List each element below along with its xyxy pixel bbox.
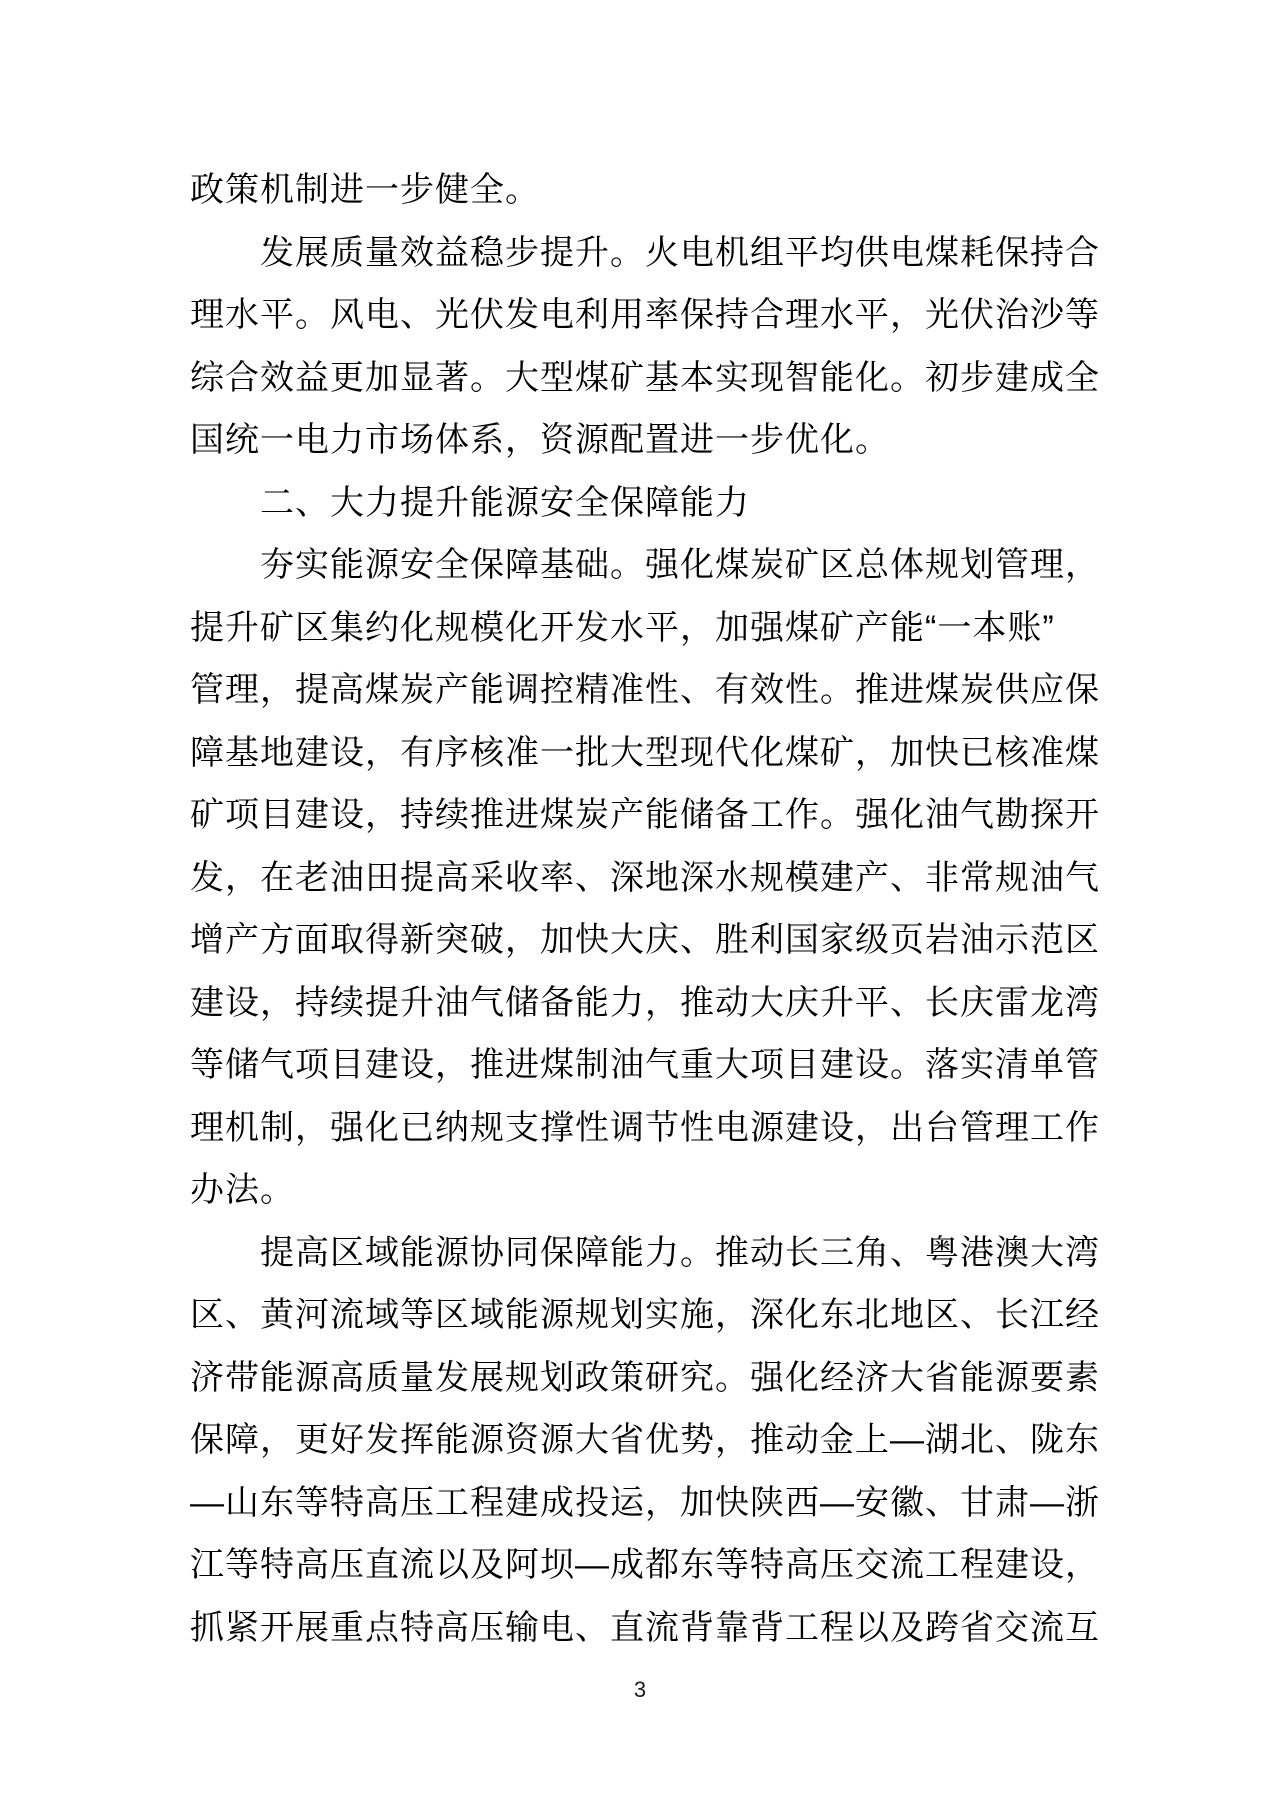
section-heading: 二、大力提升能源安全保障能力	[260, 483, 750, 522]
text-line: 济带能源高质量发展规划政策研究。强化经济大省能源要素	[190, 1358, 1100, 1397]
text-line: 综合效益更加显著。大型煤矿基本实现智能化。初步建成全	[190, 358, 1100, 397]
text-line: 区、黄河流域等区域能源规划实施，深化东北地区、长江经	[190, 1296, 1100, 1334]
text-line: 等储气项目建设，推进煤制油气重大项目建设。落实清单管	[190, 1046, 1100, 1084]
text-line: 夯实能源安全保障基础。强化煤炭矿区总体规划管理，	[260, 546, 1100, 584]
document-body-text	[190, 159, 1102, 1659]
text-line: 国统一电力市场体系，资源配置进一步优化。	[190, 421, 890, 459]
text-line: 建设，持续提升油气储备能力，推动大庆升平、长庆雷龙湾	[190, 983, 1100, 1022]
text-line: —山东等特高压工程建成投运，加快陕西—安徽、甘肃—浙	[190, 1483, 1100, 1522]
text-line: 发展质量效益稳步提升。火电机组平均供电煤耗保持合	[260, 233, 1100, 272]
text-line: 江等特高压直流以及阿坝—成都东等特高压交流工程建设，	[190, 1546, 1100, 1584]
text-line: 理水平。风电、光伏发电利用率保持合理水平，光伏治沙等	[190, 296, 1100, 334]
text-line: 矿项目建设，持续推进煤炭产能储备工作。强化油气勘探开	[190, 796, 1100, 834]
text-line: 保障，更好发挥能源资源大省优势，推动金上—湖北、陇东	[190, 1421, 1100, 1459]
text-line: 提升矿区集约化规模化开发水平，加强煤矿产能“一本账”	[190, 608, 1055, 647]
text-line: 办法。	[190, 1171, 295, 1209]
text-line: 管理，提高煤炭产能调控精准性、有效性。推进煤炭供应保	[190, 671, 1100, 709]
text-line: 障基地建设，有序核准一批大型现代化煤矿，加快已核准煤	[190, 733, 1100, 772]
text-line: 抓紧开展重点特高压输电、直流背靠背工程以及跨省交流互	[190, 1608, 1100, 1647]
text-line: 提高区域能源协同保障能力。推动长三角、粤港澳大湾	[260, 1233, 1100, 1272]
page-number: 3	[633, 1677, 647, 1702]
text-line: 政策机制进一步健全。	[190, 171, 540, 209]
text-line: 增产方面取得新突破，加快大庆、胜利国家级页岩油示范区	[190, 921, 1100, 959]
text-line: 发，在老油田提高采收率、深地深水规模建产、非常规油气	[190, 858, 1100, 897]
text-line: 理机制，强化已纳规支撑性调节性电源建设，出台管理工作	[190, 1108, 1100, 1147]
